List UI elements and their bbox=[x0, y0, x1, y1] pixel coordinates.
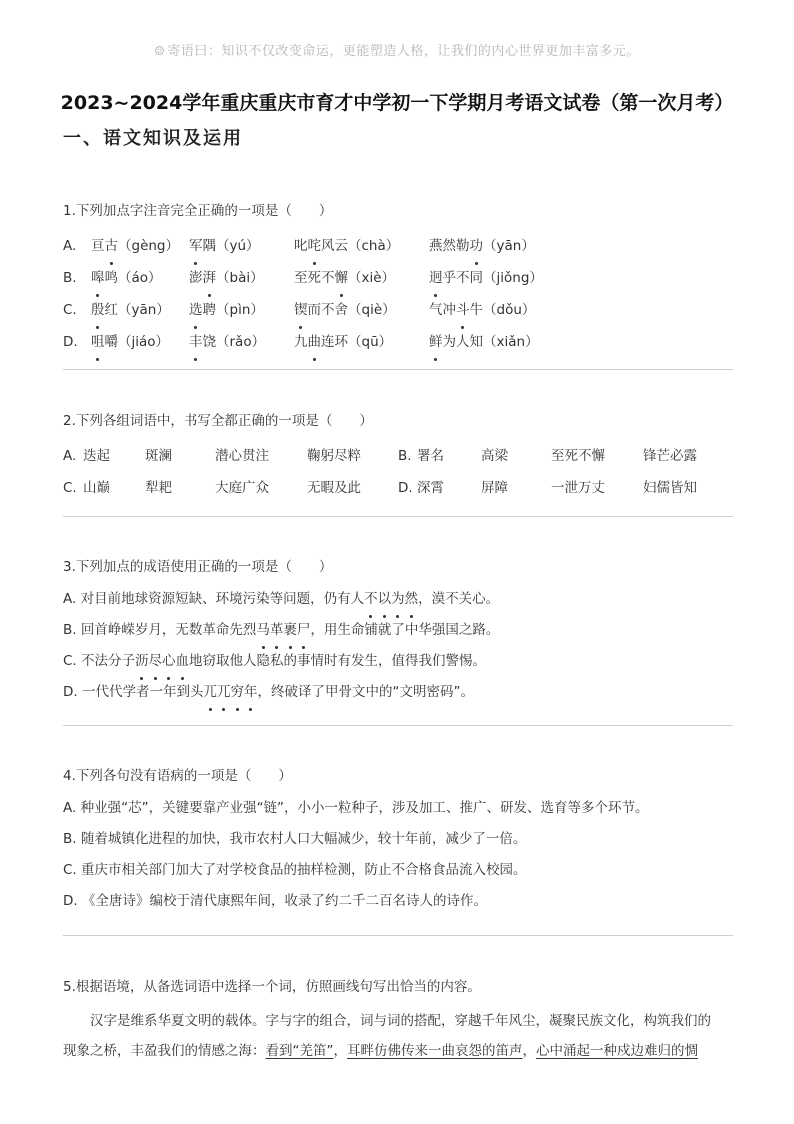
option-word: 无暇及此 bbox=[307, 480, 361, 496]
dotted-char: 迥 bbox=[429, 262, 443, 294]
option-word: 屏障 bbox=[481, 480, 508, 496]
question-2 bbox=[63, 410, 743, 504]
option-word: 高梁 bbox=[481, 448, 508, 464]
question-stem: 4.下列各句没有语病的一项是（ ） bbox=[63, 768, 292, 784]
dotted-char: 咤 bbox=[308, 230, 322, 262]
dotted-char: 兀 bbox=[217, 677, 231, 708]
option-letter: A. bbox=[63, 238, 77, 254]
dotted-char: 曲 bbox=[308, 326, 322, 358]
dotted-char: 湃 bbox=[203, 262, 217, 294]
option-line: D. 《全唐诗》编校于清代康熙年间，收录了约二千二百名诗人的诗作。 bbox=[63, 893, 487, 909]
option-line: B. 随着城镇化进程的加快，我市农村人口大幅减少，较十年前，减少了一倍。 bbox=[63, 831, 527, 847]
question-stem: 2.下列各组词语中，书写全都正确的一项是（ ） bbox=[63, 413, 373, 429]
option-row bbox=[63, 472, 743, 504]
dotted-char: 尽 bbox=[149, 646, 163, 677]
option-letter: D. bbox=[63, 334, 78, 350]
dotted-char: 嗥 bbox=[91, 262, 105, 294]
dotted-char: 选 bbox=[189, 294, 203, 326]
dotted-idiom bbox=[203, 684, 257, 700]
question-stem: 5.根据语境，从备选词语中选择一个词，仿照画线句写出恰当的内容。 bbox=[63, 979, 481, 995]
option-letter: D. bbox=[398, 480, 413, 496]
dotted-char: 懈 bbox=[335, 262, 349, 294]
dotted-idiom bbox=[364, 591, 418, 607]
dotted-char: 尸 bbox=[297, 615, 311, 646]
dotted-char: 兀 bbox=[203, 677, 217, 708]
option-line: A. 对目前地球资源短缺、环境污染等问题，仍有人不以为然，漠不关心。 bbox=[63, 584, 743, 615]
option-word: 咀嚼（jiáo） bbox=[91, 326, 169, 358]
document-title: 2023~2024学年重庆重庆市育才中学初一下学期月考语文试卷（第一次月考） bbox=[60, 92, 734, 114]
option-line: D. 一代代学者一年到头兀兀穷年，终破译了甲骨文中的“文明密码”。 bbox=[63, 677, 743, 708]
dotted-char: 功 bbox=[470, 230, 484, 262]
dotted-char: 马 bbox=[256, 615, 270, 646]
dotted-char: 军 bbox=[189, 230, 203, 262]
option-word: 殷红（yān） bbox=[91, 294, 170, 326]
question-1 bbox=[63, 200, 743, 358]
divider bbox=[63, 935, 733, 936]
option-line: C. 不法分子沥尽心血地窃取他人隐私的事情时有发生，值得我们警惕。 bbox=[63, 646, 743, 677]
option-word: 妇儒皆知 bbox=[643, 480, 697, 496]
divider bbox=[63, 369, 733, 370]
dotted-char: 斗 bbox=[456, 294, 470, 326]
option-list bbox=[63, 230, 743, 358]
dotted-char: 革 bbox=[270, 615, 284, 646]
option-line: C. 重庆市相关部门加大了对学校食品的抽样检测，防止不合格食品流入校园。 bbox=[63, 862, 527, 878]
section-title: 一、语文知识及运用 bbox=[63, 128, 243, 149]
option-row bbox=[63, 440, 743, 472]
underlined-sentence: 耳畔仿佛传来一曲哀怨的笛声 bbox=[347, 1043, 523, 1059]
option-word: 丰饶（rǎo） bbox=[189, 326, 265, 358]
dotted-char: 心 bbox=[162, 646, 176, 677]
option-word: 深霄 bbox=[417, 480, 444, 496]
option-letter: B. bbox=[63, 270, 77, 286]
dotted-char: 咀 bbox=[91, 326, 105, 358]
dotted-char: 沥 bbox=[135, 646, 149, 677]
option-row bbox=[63, 230, 743, 262]
dotted-char: 年 bbox=[244, 677, 258, 708]
option-word: 署名 bbox=[417, 448, 444, 464]
option-letter: B. bbox=[398, 448, 412, 464]
dotted-char: 裹 bbox=[283, 615, 297, 646]
option-word: 军隅（yú） bbox=[189, 230, 260, 262]
underlined-sentence: 看到“羌笛” bbox=[265, 1043, 334, 1059]
option-word: 气冲斗牛（dǒu） bbox=[429, 294, 535, 326]
dotted-char: 丰 bbox=[189, 326, 203, 358]
question-stem: 3.下列加点的成语使用正确的一项是（ ） bbox=[63, 559, 333, 575]
passage-line: 现象之桥，丰盈我们的情感之海：看到“羌笛”，耳畔仿佛传来一曲哀怨的笛声，心中涌起一种戍边难归的惆 bbox=[63, 1043, 698, 1059]
dotted-char: 不 bbox=[364, 584, 378, 615]
option-list bbox=[63, 793, 743, 917]
smiley-icon: ☺ bbox=[154, 44, 166, 58]
dotted-char: 殷 bbox=[91, 294, 105, 326]
dotted-idiom bbox=[256, 622, 310, 638]
option-word: 叱咤风云（chà） bbox=[294, 230, 399, 262]
option-letter: A. bbox=[63, 448, 77, 464]
option-word: 澎湃（bài） bbox=[189, 262, 264, 294]
option-word: 锲而不舍（qiè） bbox=[294, 294, 396, 326]
option-line: B. 回首峥嵘岁月，无数革命先烈马革裹尸，用生命铺就了中华强国之路。 bbox=[63, 615, 743, 646]
option-word: 九曲连环（qū） bbox=[294, 326, 392, 358]
option-row bbox=[63, 262, 743, 294]
option-word: 燕然勒功（yān） bbox=[429, 230, 535, 262]
option-letter: C. bbox=[63, 302, 77, 318]
option-word: 潜心贯注 bbox=[215, 448, 269, 464]
option-row bbox=[63, 294, 743, 326]
option-word: 山巅 bbox=[83, 480, 110, 496]
question-5 bbox=[63, 976, 743, 998]
option-word: 至死不懈 bbox=[551, 448, 605, 464]
question-3 bbox=[63, 556, 743, 708]
option-word: 亘古（gèng） bbox=[91, 230, 179, 262]
dotted-char: 血 bbox=[176, 646, 190, 677]
option-word: 大庭广众 bbox=[215, 480, 269, 496]
dotted-char: 穷 bbox=[230, 677, 244, 708]
option-row bbox=[63, 326, 743, 358]
option-word: 鞠躬尽粹 bbox=[307, 448, 361, 464]
dotted-idiom bbox=[135, 653, 189, 669]
dotted-char: 以 bbox=[378, 584, 392, 615]
option-word: 鲜为人知（xiǎn） bbox=[429, 326, 539, 358]
option-word: 一泄万丈 bbox=[551, 480, 605, 496]
divider bbox=[63, 516, 733, 517]
question-5-passage bbox=[63, 1006, 735, 1066]
option-list bbox=[63, 440, 743, 504]
question-4 bbox=[63, 765, 743, 917]
option-word: 斑澜 bbox=[145, 448, 172, 464]
option-word: 嗥鸣（áo） bbox=[91, 262, 162, 294]
option-word: 至死不懈（xiè） bbox=[294, 262, 395, 294]
option-word: 迭起 bbox=[83, 448, 110, 464]
dotted-char: 鲜 bbox=[429, 326, 443, 358]
passage-line: 汉字是维系华夏文明的载体。字与字的组合，词与词的搭配，穿越千年风尘，凝聚民族文化，构筑我们的 bbox=[90, 1013, 711, 1029]
divider bbox=[63, 725, 733, 726]
dotted-char: 锲 bbox=[294, 294, 308, 326]
option-letter: C. bbox=[63, 480, 77, 496]
question-stem: 1.下列加点字注音完全正确的一项是（ ） bbox=[63, 203, 333, 219]
option-list bbox=[63, 584, 743, 708]
underlined-sentence: 心中涌起一种戍边难归的惆 bbox=[536, 1043, 698, 1059]
dotted-char: 为 bbox=[391, 584, 405, 615]
header-motto: ☺ 寄语曰：知识不仅改变命运，更能塑造人格，让我们的内心世界更加丰富多元。 bbox=[154, 44, 640, 59]
option-word: 迥乎不同（jiǒng） bbox=[429, 262, 543, 294]
option-word: 犁耙 bbox=[145, 480, 172, 496]
option-line: A. 种业强“芯”，关键要靠产业强“链”，小小一粒种子，涉及加工、推广、研发、选育等多个环节。 bbox=[63, 800, 649, 816]
option-word: 选聘（pìn） bbox=[189, 294, 264, 326]
option-word: 锋芒必露 bbox=[643, 448, 697, 464]
dotted-char: 古 bbox=[105, 230, 119, 262]
dotted-char: 然 bbox=[405, 584, 419, 615]
